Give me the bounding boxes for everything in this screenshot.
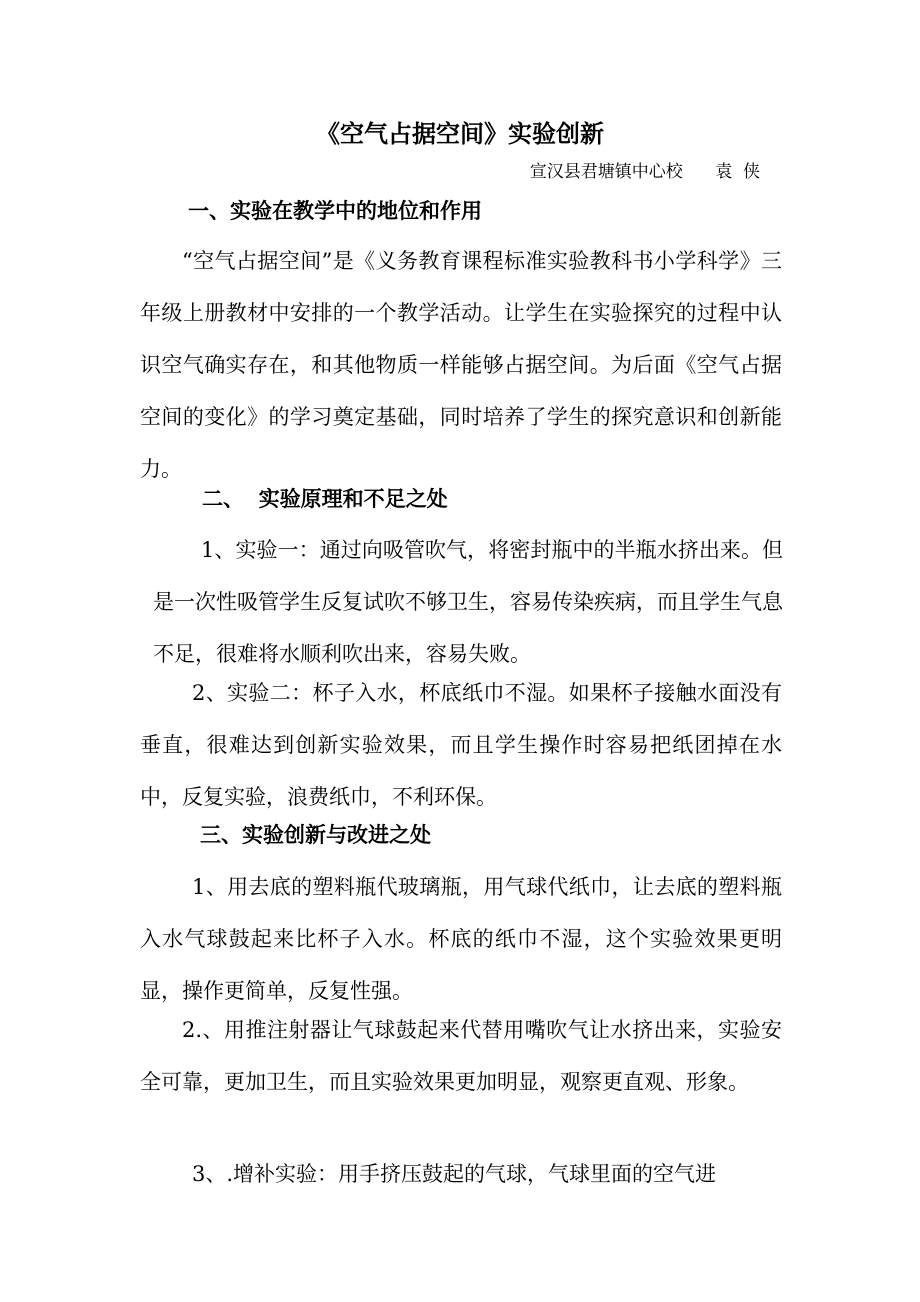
document-title: 《空气占据空间》实验创新	[316, 120, 604, 148]
section-3-paragraph-2: 2.、用推注射器让气球鼓起来代替用嘴吹气让水挤出来，实验安全可靠，更加卫生，而且实验效果更加明显，观察更直观、形象。	[140, 1018, 782, 1094]
section-heading-2: 二、 实验原理和不足之处	[202, 487, 448, 511]
section-3-paragraph-3: 3、.增补实验：用手挤压鼓起的气球，气球里面的空气进	[192, 1162, 717, 1186]
section-heading-3: 三、实验创新与改进之处	[200, 823, 431, 847]
section-2-paragraph-1: 1、实验一：通过向吸管吹气，将密封瓶中的半瓶水挤出来。但是一次性吸管学生反复试吹不够卫生，容易传染疾病，而且学生气息不足，很难将水顺利吹出来，容易失败。	[153, 538, 783, 666]
section-heading-1: 一、实验在教学中的地位和作用	[188, 199, 482, 223]
author-line: 宣汉县君塘镇中心校 袁 侠	[529, 162, 760, 182]
section-2-paragraph-2: 2、实验二：杯子入水，杯底纸巾不湿。如果杯子接触水面没有垂直，很难达到创新实验效果，而且学生操作时容易把纸团掉在水中，反复实验，浪费纸巾，不利环保。	[140, 681, 782, 809]
section-1-paragraph-1: “空气占据空间”是《义务教育课程标准实验教科书小学科学》三年级上册教材中安排的一个教学活动。让学生在实验探究的过程中认识空气确实存在，和其他物质一样能够占据空间。为后面《空气占据空间的变化》的学习奠定基础，同时培养了学生的探究意识和创新能力。	[140, 249, 782, 481]
section-3-paragraph-1: 1、用去底的塑料瓶代玻璃瓶，用气球代纸巾，让去底的塑料瓶入水气球鼓起来比杯子入水。杯底的纸巾不湿，这个实验效果更明显，操作更简单，反复性强。	[140, 875, 782, 1003]
